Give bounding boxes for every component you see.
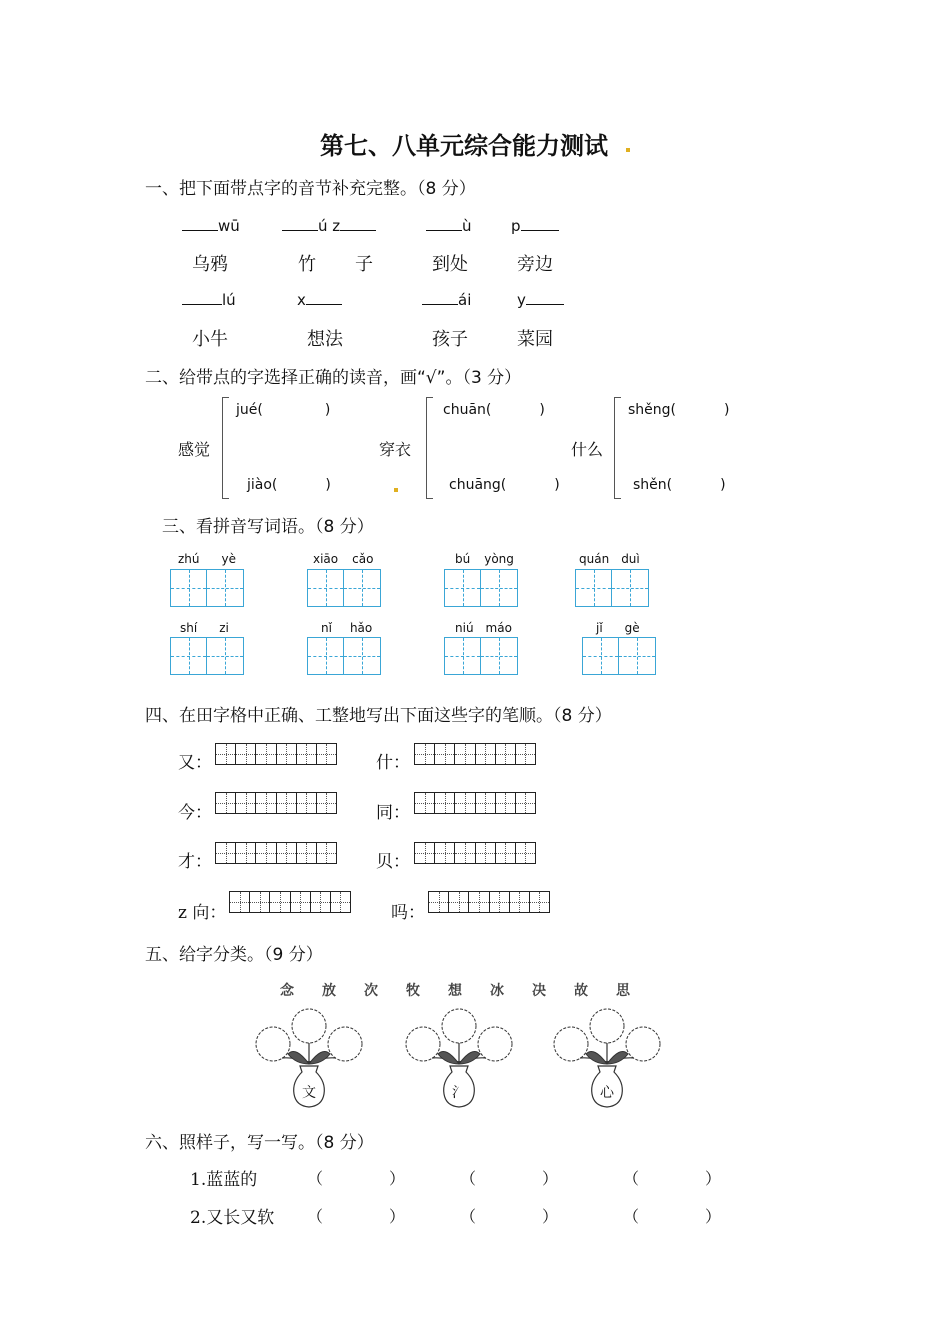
stroke-char-label: 同： [376, 803, 410, 823]
stroke-grid-you[interactable] [215, 743, 337, 765]
writing-grid-4[interactable] [575, 569, 649, 607]
stroke-char-label: 贝： [376, 852, 410, 872]
option-chuan[interactable]: chuān( ) [443, 402, 545, 418]
section-4-heading: 四、在田字格中正确、工整地写出下面这些字的笔顺。（8 分） [145, 706, 612, 726]
pinyin-blank-8[interactable]: y [517, 290, 564, 309]
option-jiao[interactable]: jiào( ) [247, 477, 331, 493]
answer-paren[interactable]: （ ） [460, 1207, 559, 1226]
example-row-1-label: 1.蓝蓝的 [190, 1170, 258, 1190]
word-haizi: 孩子 [432, 329, 468, 350]
pinyin-blank-1[interactable]: wū [182, 216, 240, 235]
word-ganjue: 感觉 [178, 440, 211, 459]
word-wuya: 乌鸦 [192, 254, 228, 275]
pinyin-blank-2[interactable]: ú z [282, 216, 376, 235]
writing-grid-8[interactable] [582, 637, 656, 675]
pinyin-caption: shí zi [180, 621, 229, 635]
writing-grid-5[interactable] [170, 637, 244, 675]
writing-grid-1[interactable] [170, 569, 244, 607]
writing-grid-7[interactable] [444, 637, 518, 675]
stroke-grid-xiang[interactable] [229, 891, 351, 913]
pinyin-blank-3[interactable]: ù [426, 216, 472, 235]
stroke-grid-bei[interactable] [414, 842, 536, 864]
stroke-grid-jin[interactable] [215, 792, 337, 814]
word-zi: 子 [355, 254, 373, 275]
stroke-grid-cai[interactable] [215, 842, 337, 864]
stroke-char-label: 吗： [391, 903, 425, 923]
pinyin-caption: niú máo [455, 621, 512, 635]
word-chuanyi: 穿衣 [379, 440, 412, 459]
pinyin-caption: xiāo cǎo [313, 552, 374, 566]
classify-chars: 念 放 次 牧 想 冰 决 故 思 [280, 983, 630, 999]
stroke-grid-shi[interactable] [414, 743, 536, 765]
section-1-heading: 一、把下面带点字的音节补充完整。（8 分） [145, 179, 476, 199]
pinyin-blank-4[interactable]: p [511, 216, 559, 235]
writing-grid-6[interactable] [307, 637, 381, 675]
writing-grid-3[interactable] [444, 569, 518, 607]
section-3-heading: 三、看拼音写词语。（8 分） [162, 517, 374, 537]
pinyin-blank-5[interactable]: lú [182, 290, 236, 309]
decorative-dot [394, 488, 398, 492]
option-sheng[interactable]: shěng( ) [628, 402, 730, 418]
pinyin-caption: bú yòng [455, 552, 514, 566]
stroke-char-label: 又： [178, 753, 212, 773]
section-2-heading: 二、给带点的字选择正确的读音，画“√”。（3 分） [145, 368, 522, 388]
pinyin-blank-6[interactable]: x [297, 290, 342, 309]
vase-label-shui: 氵 [452, 1085, 466, 1101]
option-chuang[interactable]: chuāng( ) [449, 477, 560, 493]
answer-paren[interactable]: （ ） [623, 1169, 722, 1188]
pinyin-caption: jǐ gè [596, 621, 640, 635]
brace-1 [222, 397, 229, 499]
pinyin-caption: nǐ hǎo [321, 621, 373, 635]
page-title: 第七、八单元综合能力测试 [320, 132, 608, 160]
stroke-grid-ma[interactable] [428, 891, 550, 913]
writing-grid-2[interactable] [307, 569, 381, 607]
option-shen[interactable]: shěn( ) [633, 477, 726, 493]
vase-label-xin: 心 [600, 1085, 614, 1101]
brace-2 [426, 397, 433, 499]
stroke-char-label: 才： [178, 852, 212, 872]
answer-paren[interactable]: （ ） [307, 1207, 406, 1226]
stroke-char-label: z 向： [178, 903, 227, 923]
brace-3 [614, 397, 621, 499]
vase-label-wen: 文 [302, 1085, 316, 1101]
example-row-2-label: 2.又长又软 [190, 1208, 275, 1228]
word-pangbian: 旁边 [517, 254, 553, 275]
stroke-char-label: 什： [376, 753, 410, 773]
word-xiangfa: 想法 [307, 329, 343, 350]
option-jue[interactable]: jué( ) [236, 402, 331, 418]
pinyin-blank-7[interactable]: ái [422, 290, 471, 309]
answer-paren[interactable]: （ ） [307, 1169, 406, 1188]
stroke-grid-tong[interactable] [414, 792, 536, 814]
word-daochu: 到处 [432, 254, 468, 275]
answer-paren[interactable]: （ ） [460, 1169, 559, 1188]
pinyin-caption: zhú yè [178, 552, 236, 566]
pinyin-caption: quán duì [579, 552, 640, 566]
word-caiyuan: 菜园 [517, 329, 553, 350]
word-xiaoniu: 小牛 [192, 329, 228, 350]
answer-paren[interactable]: （ ） [623, 1207, 722, 1226]
stroke-char-label: 今： [178, 803, 212, 823]
word-shenme: 什么 [571, 440, 604, 459]
section-5-heading: 五、给字分类。（9 分） [145, 945, 323, 965]
decorative-dot [626, 148, 630, 152]
section-6-heading: 六、照样子，写一写。（8 分） [145, 1133, 374, 1153]
word-zhu: 竹 [298, 254, 316, 275]
